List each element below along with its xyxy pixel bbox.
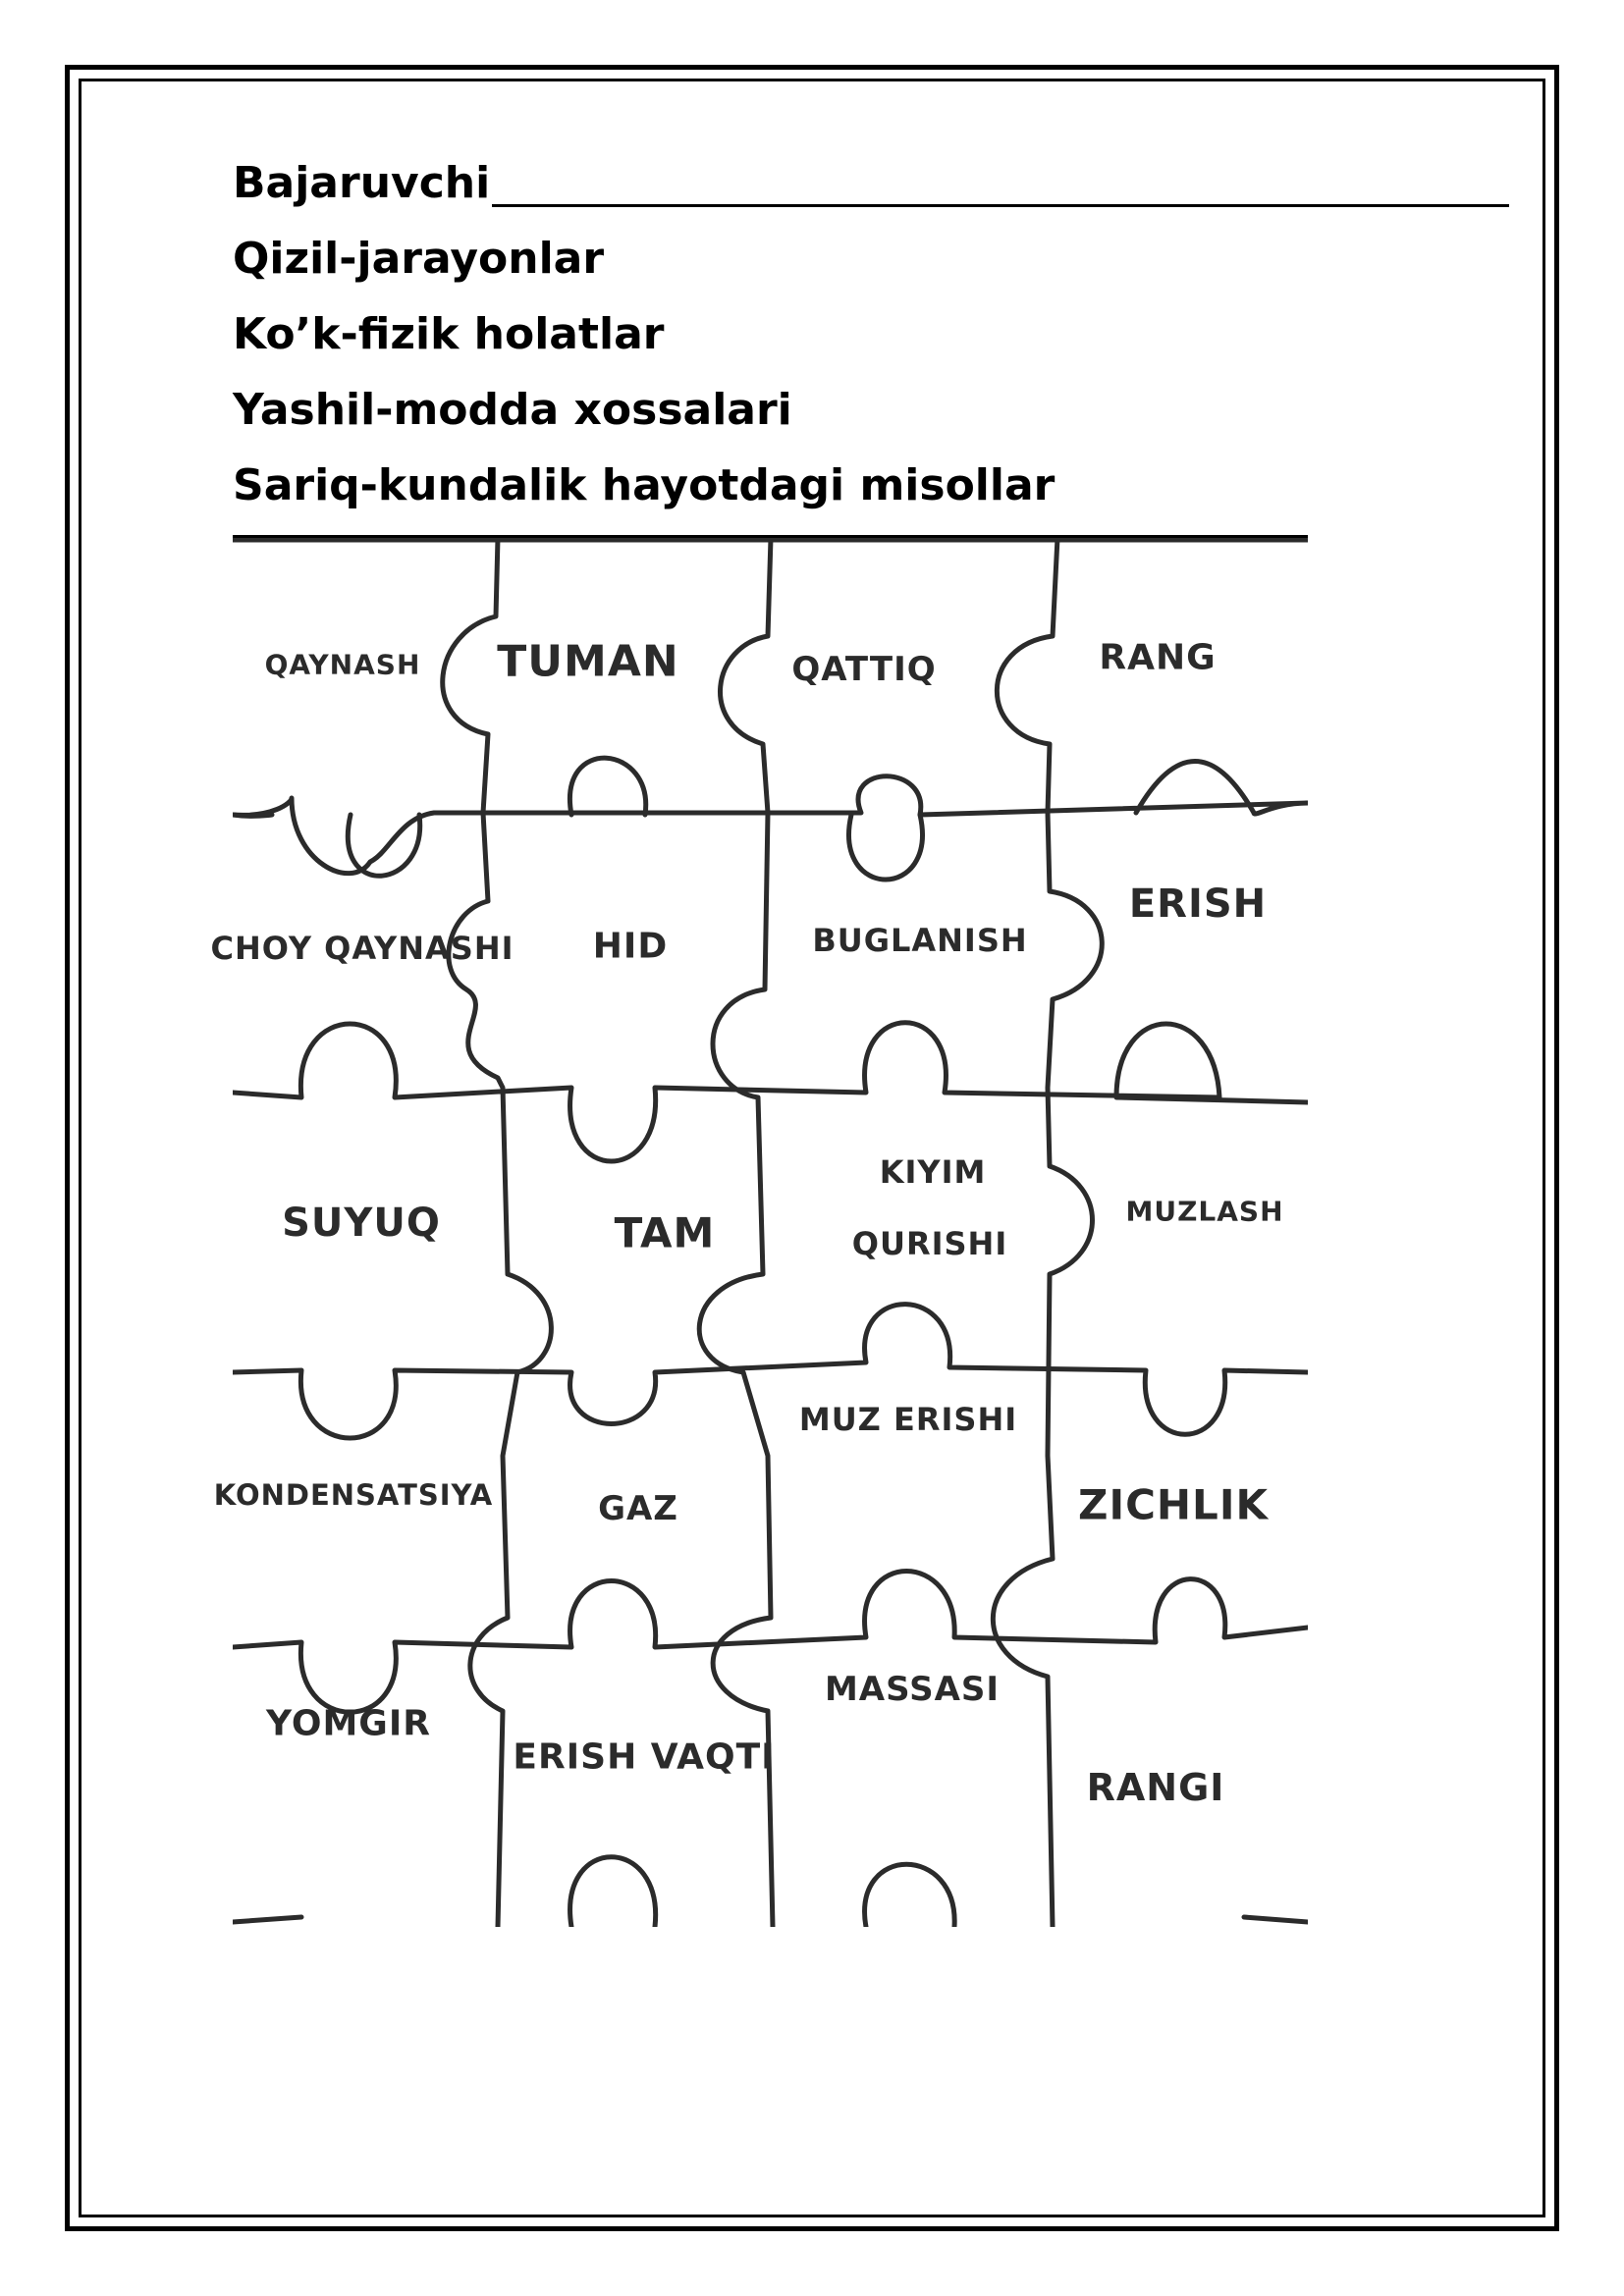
legend-green: Yashil-modda xossalari: [233, 385, 792, 435]
piece-choy-qaynashi: CHOY QAYNASHI: [210, 930, 514, 967]
puzzle-grid: [210, 538, 1308, 1927]
worksheet-header: [233, 145, 1509, 523]
piece-rang: RANG: [1099, 637, 1217, 678]
piece-kiyim: KIYIM: [879, 1153, 987, 1191]
piece-tam: TAM: [614, 1208, 716, 1257]
piece-qurishi: QURISHI: [851, 1225, 1008, 1262]
legend-blue: Ko’k-fizik holatlar: [233, 309, 665, 359]
piece-erish-vaqti: ERISH VAQTI: [513, 1736, 776, 1778]
legend-red: Qizil-jarayonlar: [233, 234, 605, 284]
performer-row: [233, 145, 1509, 221]
piece-massasi: MASSASI: [824, 1670, 1001, 1709]
piece-qaynash: QAYNASH: [264, 648, 421, 681]
performer-label: Bajaruvchi: [233, 158, 491, 208]
legend-yellow: Sariq-kundalik hayotdagi misollar: [233, 460, 1056, 510]
piece-suyuq: SUYUQ: [282, 1201, 441, 1246]
seam-h2: [233, 1023, 1308, 1161]
piece-hid: HID: [592, 926, 669, 967]
seam-v1: [443, 538, 552, 1927]
performer-blank-line[interactable]: [492, 153, 1509, 207]
piece-erish: ERISH: [1128, 881, 1268, 927]
piece-kondensatsiya: KONDENSATSIYA: [213, 1478, 494, 1512]
seam-h3: [233, 1305, 1308, 1438]
piece-muzlash: MUZLASH: [1125, 1195, 1284, 1228]
piece-buglanish: BUGLANISH: [812, 922, 1028, 959]
piece-tuman: TUMAN: [497, 636, 679, 687]
piece-yomgir: YOMGIR: [266, 1703, 431, 1744]
seam-v3: [993, 538, 1102, 1927]
seam-h1b: [233, 758, 922, 880]
piece-gaz: GAZ: [598, 1489, 678, 1528]
piece-qattiq: QATTIQ: [791, 650, 937, 689]
seam-h1: [233, 762, 1308, 874]
piece-rangi: RANGI: [1086, 1766, 1225, 1809]
piece-zichlik: ZICHLIK: [1078, 1480, 1269, 1529]
piece-muz-erishi: MUZ ERISHI: [798, 1401, 1018, 1438]
